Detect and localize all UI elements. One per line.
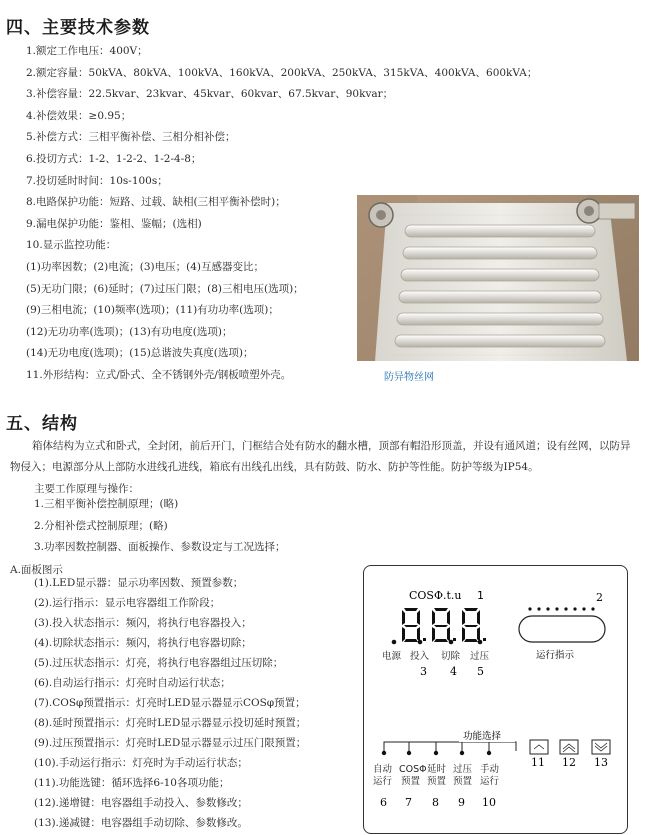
func-manual-2: 运行 [480,776,500,787]
num-5: 5 [477,665,484,678]
panel-item: (5).过压状态指示：灯亮，将执行电容器组过压切除； [34,657,284,669]
func-manual-1: 手动 [480,764,500,775]
section5-title: 五、结构 [6,414,78,434]
run-label: 运行指示 [536,650,575,661]
spec-item: 3.补偿容量：22.5kvar、23kvar、45kvar、60kvar、67.5kvar、90kvar； [26,88,394,101]
num-13: 13 [594,756,608,769]
num-4: 4 [450,665,457,678]
spec-item: 7.投切延时时间：10s-100s； [26,174,168,187]
spec-item: 6.投切方式：1-2、1-2-2、1-2-4-8； [26,153,202,165]
num-1: 1 [477,589,484,602]
chevron-up-icon [563,744,575,752]
section4-title: 四、主要技术参数 [6,18,150,38]
structure-paragraph: 箱体结构为立式和卧式，全封闭，前后开门，门框结合处有防水的翻水槽，顶部有帽沿形顶盖，并设有通风道；设有丝网，以防异物侵入；电源部分从上部防水进线孔进线，箱底有出线孔出线，具有防鼓、防水、防护等性能。防护等级为IP54。 [10,440,631,473]
spec-item: 4.补偿效果：≥0.95； [26,109,132,122]
controller-panel-diagram [363,565,628,834]
chevron-down-icon [595,743,607,751]
power-led [392,640,397,645]
spec-item: (12)无功功率(选项)；(13)有功电度(选项)； [26,325,233,338]
num-12: 12 [562,756,576,769]
func-ov-1: 过压 [453,764,473,775]
ind-label-ov: 过压 [470,651,490,662]
func-delay-2: 预置 [427,776,447,787]
panel-item: (10).手动运行指示：灯亮时为手动运行状态； [34,757,248,769]
spec-item: 10.显示监控功能： [26,239,117,252]
panel-item: (1).LED显示器：显示功率因数、预置参数； [34,577,244,589]
overvoltage-led [478,640,483,645]
spec-item: 8.电路保护功能：短路、过载、缺相(三相平衡补偿时)； [26,196,286,209]
run-indicator-window [519,616,605,642]
ind-label-out: 切除 [441,651,461,662]
mesh-photo [357,195,639,361]
num-7: 7 [405,796,412,809]
ind-label-power: 电源 [382,651,402,662]
panel-item: (3).投入状态指示：频闪，将执行电容器投入； [34,617,252,629]
panel-item: (13).递减键：电容器组手动切除、参数修改。 [34,817,248,829]
principle-item: 2.分相补偿式控制原理；(略) [34,519,168,532]
num-9: 9 [458,796,465,809]
func-cos-1: COSΦ [399,764,427,775]
func-delay-1: 延时 [427,764,447,775]
spec-item: 5.补偿方式：三相平衡补偿、三相分相补偿； [26,131,236,144]
num-10: 10 [482,796,496,809]
panel-item: (2).运行指示：显示电容器组工作阶段； [34,597,221,609]
func-auto-1: 自动 [373,764,393,775]
panel-item: (9).过压预置指示：灯亮时LED显示器显示过压门限预置； [34,737,307,749]
num-2: 2 [596,591,603,604]
panel-item: (6).自动运行指示：灯亮时自动运行状态； [34,677,231,689]
num-11: 11 [531,756,545,769]
spec-item: 1.额定工作电压：400V； [26,45,148,57]
led-display [402,608,486,642]
panel-title: A.面板图示 [10,564,63,576]
num-6: 6 [380,796,387,809]
switch-in-led [418,640,423,645]
principle-item: 3.功率因数控制器、面板操作、参数设定与工况选择； [34,541,286,553]
spec-item: 11.外形结构：立式/卧式、全不锈钢外壳/钢板喷塑外壳。 [26,369,292,381]
num-8: 8 [432,796,439,809]
panel-item: (12).递增键：电容器组手动投入、参数修改； [34,797,248,809]
principle-item: 1.三相平衡补偿控制原理；(略) [34,498,179,510]
principle-title: 主要工作原理与操作： [34,483,139,495]
ind-label-in: 投入 [410,651,430,662]
func-cos-2: 预置 [401,776,421,787]
num-3: 3 [420,665,427,678]
display-label: COSΦ.t.u [409,589,462,602]
spec-item: 9.漏电保护功能：鉴相、鉴幅；(选相) [26,217,202,230]
panel-item: (11).功能选键：循环选择6-10各项功能； [34,777,230,789]
func-ov-2: 预置 [453,776,473,787]
run-indicator-leds [528,607,594,610]
decrease-key[interactable] [592,740,610,754]
spec-item: (9)三相电流；(10)频率(选项)；(11)有功功率(选项)； [26,304,279,317]
function-key-icon [534,745,544,749]
function-key[interactable] [530,740,548,754]
spec-item: (14)无功电度(选项)；(15)总谐波失真度(选项)； [26,347,254,360]
spec-item: (1)功率因数；(2)电流；(3)电压；(4)互感器变比； [26,261,264,273]
spec-item: (5)无功门限；(6)延时；(7)过压门限；(8)三相电压(选项)； [26,282,304,295]
panel-item: (7).COSφ预置指示：灯亮时LED显示器显示COSφ预置； [34,697,306,709]
function-select-label: 功能选择 [463,731,502,742]
photo-caption: 防异物丝网 [384,372,434,383]
spec-item: 2.额定容量：50kVA、80kVA、100kVA、160kVA、200kVA、250kVA、315kVA、400kVA、600kVA； [26,66,538,79]
panel-item: (4).切除状态指示：频闪，将执行电容器切除； [34,637,252,649]
panel-item: (8).延时预置指示：灯亮时LED显示器显示投切延时预置； [34,717,307,729]
func-auto-2: 运行 [373,776,393,787]
switch-out-led [449,640,454,645]
